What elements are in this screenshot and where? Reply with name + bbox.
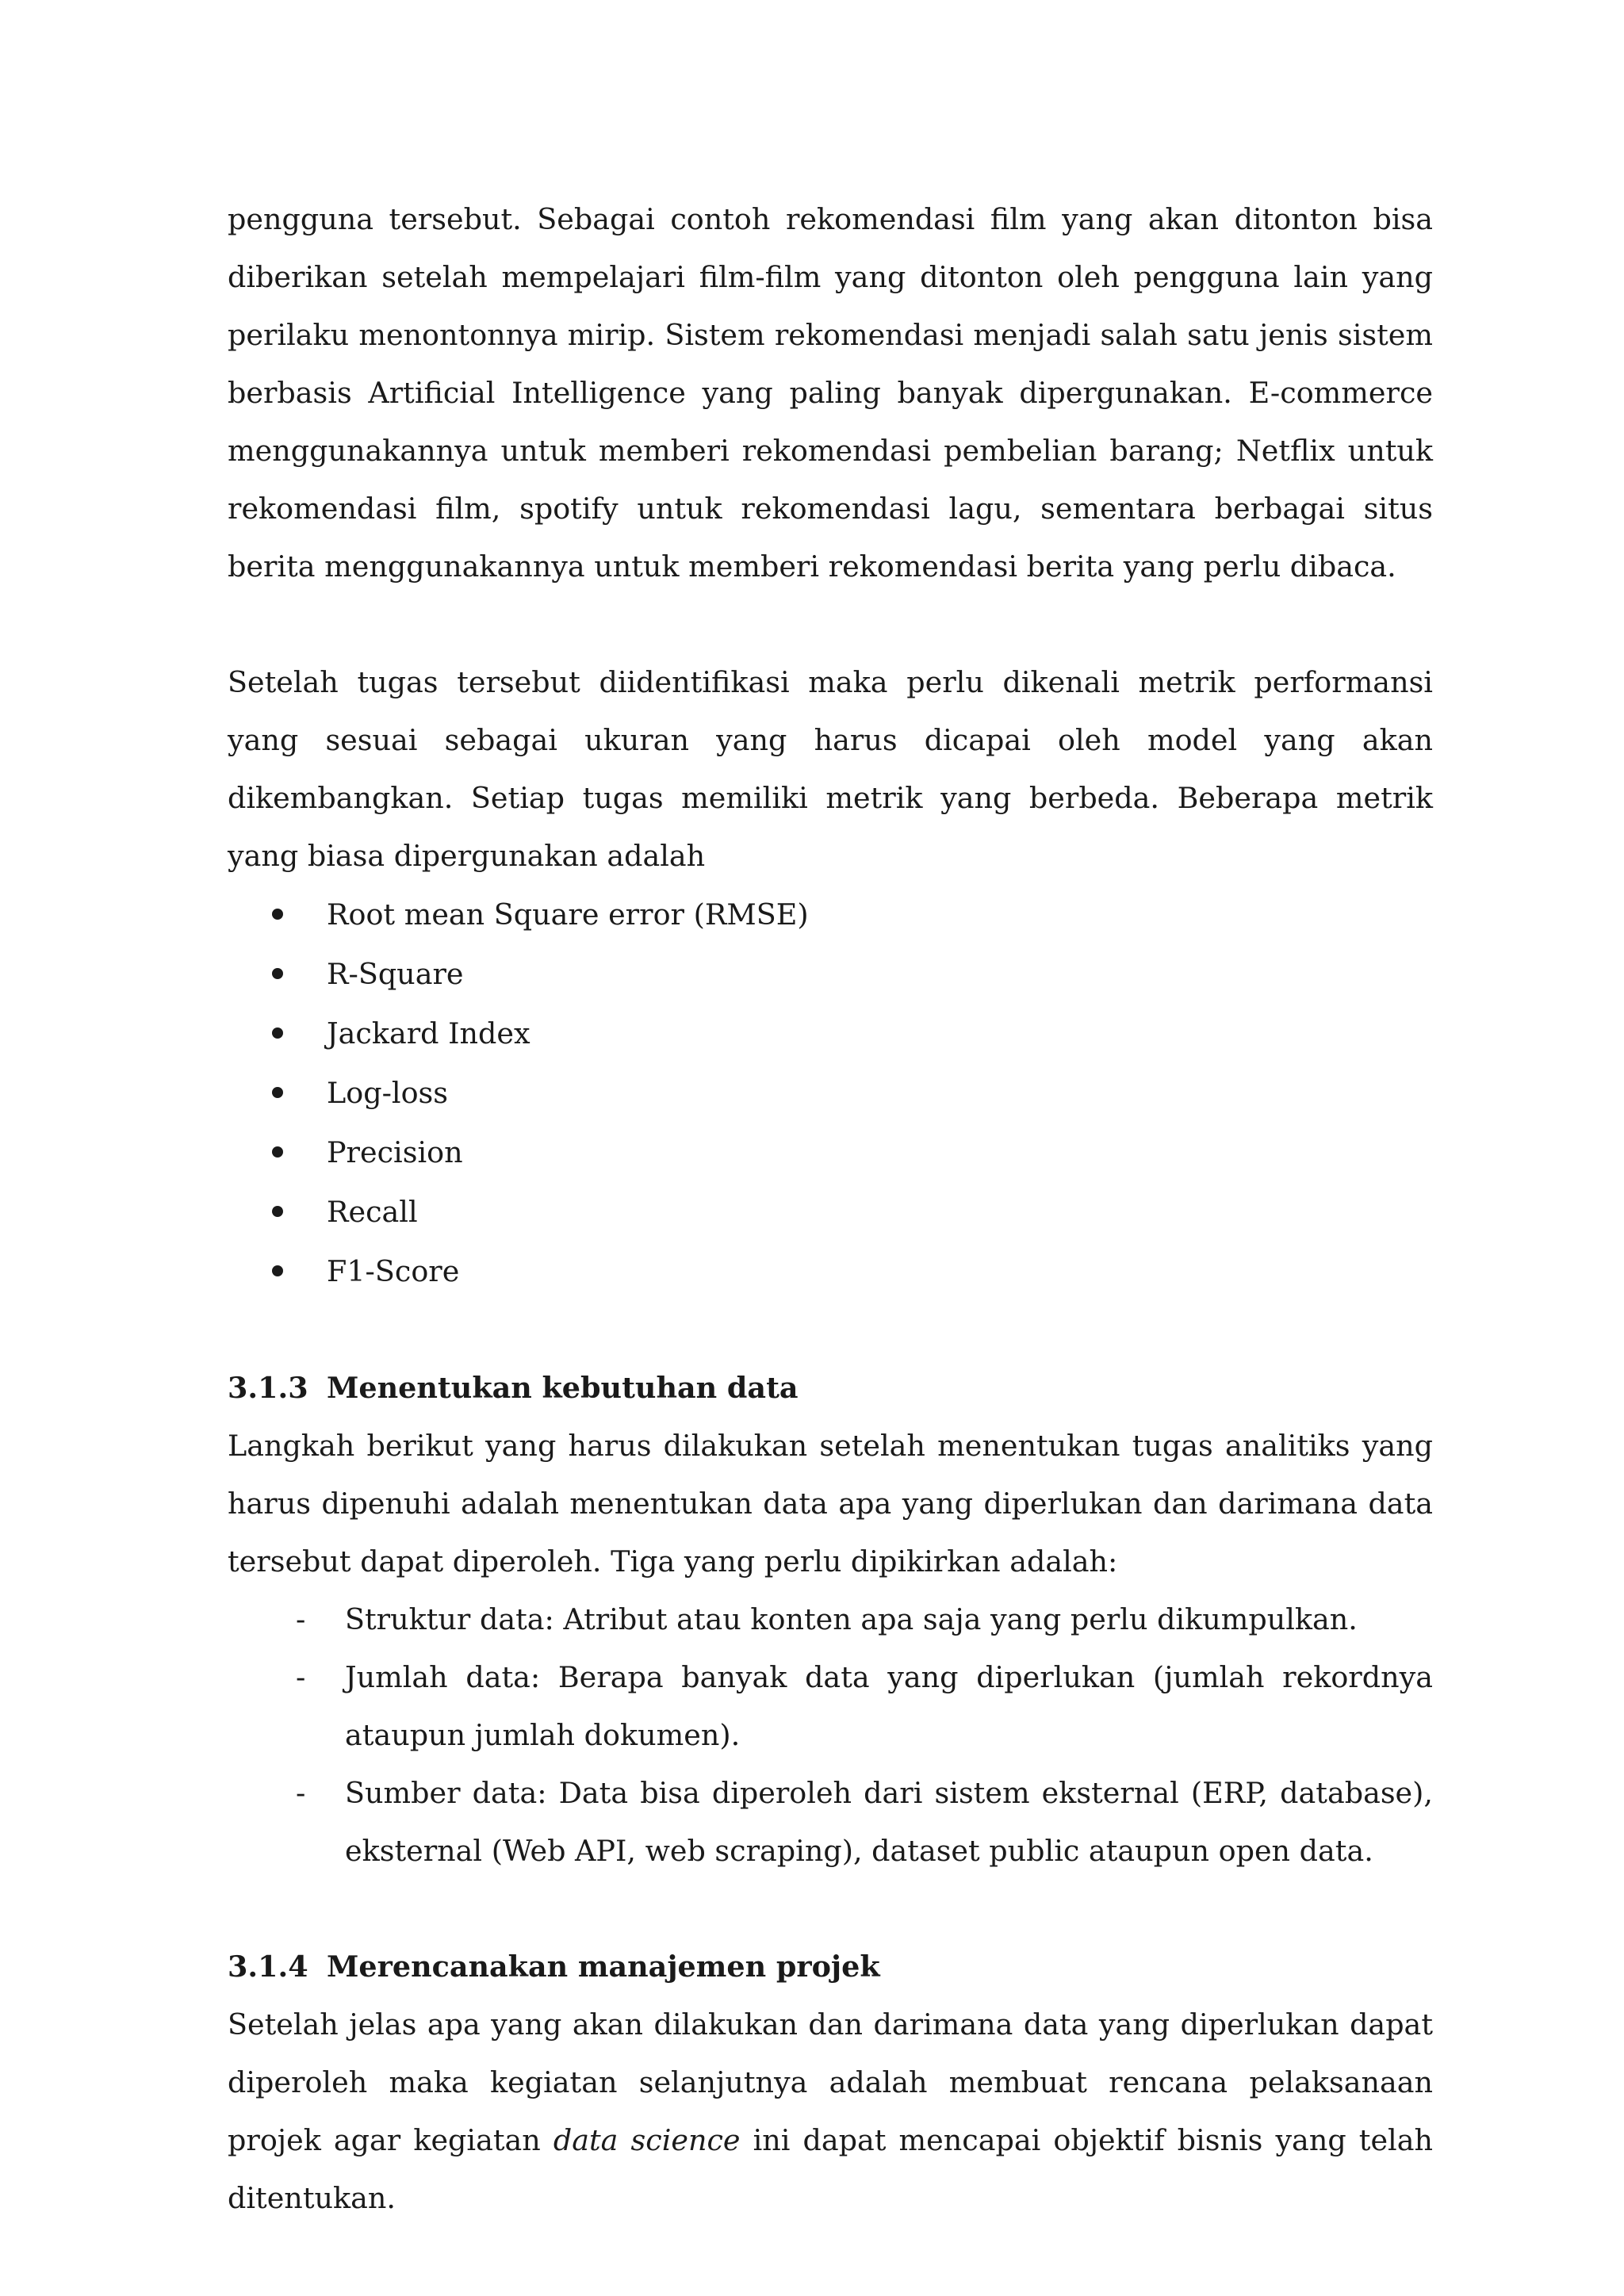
list-item	[228, 1182, 1433, 1242]
dash-marker: -	[296, 1660, 306, 1694]
section-heading-3-1-4	[228, 1938, 1433, 1996]
paragraph-recommendation: pengguna tersebut. Sebagai contoh rekomendasi film yang akan ditonton bisa diberikan setelah mempelajari film-film yang ditonton oleh pengguna lain yang perilaku menontonnya mirip. Sistem rekomendasi menjadi salah satu jenis sistem berbasis Artificial Intelligence yang paling banyak dipergunakan. E-commerce menggunakannya untuk memberi rekomendasi pembelian barang; Netflix untuk rekomendasi film, spotify untuk rekomendasi lagu, sementara berbagai situs berita menggunakannya untuk memberi rekomendasi berita yang perlu dibaca.	[228, 202, 1433, 584]
section-spacer	[228, 1880, 1433, 1938]
bullet-icon	[272, 968, 283, 979]
list-item	[228, 1242, 1433, 1301]
dash-marker: -	[296, 1602, 306, 1636]
paragraph-project-management	[228, 1996, 1433, 2227]
list-item	[228, 1123, 1433, 1182]
bullet-icon	[272, 1206, 283, 1217]
bullet-icon	[272, 1027, 283, 1039]
paragraph-spacer	[228, 595, 1433, 653]
list-item-label: Root mean Square error (RMSE)	[327, 897, 809, 932]
list-item	[228, 1764, 1433, 1880]
list-item	[228, 944, 1433, 1004]
text-segment: ini dapat mencapai objektif bisnis yang telah ditentukan.	[228, 2123, 1433, 2215]
list-item-label: Jumlah data: Berapa banyak data yang diperlukan (jumlah rekordnya ataupun jumlah dokumen).	[345, 1660, 1433, 1752]
section-title: Merencanakan manajemen projek	[327, 1950, 880, 1984]
list-item	[228, 885, 1433, 944]
list-item-label: Sumber data: Data bisa diperoleh dari sistem eksternal (ERP, database), eksternal (Web API, web scraping), dataset public ataupun open data.	[345, 1776, 1433, 1868]
list-item-label: Struktur data: Atribut atau konten apa saja yang perlu dikumpulkan.	[345, 1602, 1358, 1636]
text-segment: Setelah jelas apa yang akan dilakukan dan darimana data yang diperlukan dapat diperoleh maka kegiatan selanjutnya adalah membuat rencana pelaksanaan projek agar kegiatan	[228, 2007, 1433, 2157]
list-item-label: Log-loss	[327, 1076, 449, 1110]
list-item	[228, 1004, 1433, 1063]
italic-term: data science	[553, 2123, 741, 2157]
bullet-icon	[272, 909, 283, 920]
section-spacer	[228, 1301, 1433, 1359]
list-item	[228, 1648, 1433, 1764]
list-item	[228, 1590, 1433, 1648]
section-heading-3-1-3	[228, 1359, 1433, 1417]
paragraph-data-needs: Langkah berikut yang harus dilakukan setelah menentukan tugas analitiks yang harus dipenuhi adalah menentukan data apa yang diperlukan dan darimana data tersebut dapat diperoleh. Tiga yang perlu dipikirkan adalah:	[228, 1429, 1433, 1578]
list-item-label: Jackard Index	[327, 1016, 530, 1050]
paragraph-metrics-intro: Setelah tugas tersebut diidentifikasi maka perlu dikenali metrik performansi yang sesuai sebagai ukuran yang harus dicapai oleh model yang akan dikembangkan. Setiap tugas memiliki metrik yang berbeda. Beberapa metrik yang biasa dipergunakan adalah	[228, 665, 1433, 873]
list-item-label: R-Square	[327, 957, 464, 991]
section-number: 3.1.4	[228, 1950, 308, 1984]
bullet-icon	[272, 1265, 283, 1276]
list-item-label: Recall	[327, 1195, 418, 1229]
data-needs-list	[228, 1590, 1433, 1880]
bullet-icon	[272, 1087, 283, 1098]
list-item	[228, 1063, 1433, 1123]
metrics-list	[228, 885, 1433, 1301]
list-item-label: F1-Score	[327, 1254, 460, 1288]
list-item-label: Precision	[327, 1135, 463, 1169]
dash-marker: -	[296, 1776, 306, 1810]
bullet-icon	[272, 1146, 283, 1158]
page-content	[228, 190, 1433, 2227]
section-number: 3.1.3	[228, 1371, 308, 1405]
section-title: Menentukan kebutuhan data	[327, 1371, 799, 1405]
